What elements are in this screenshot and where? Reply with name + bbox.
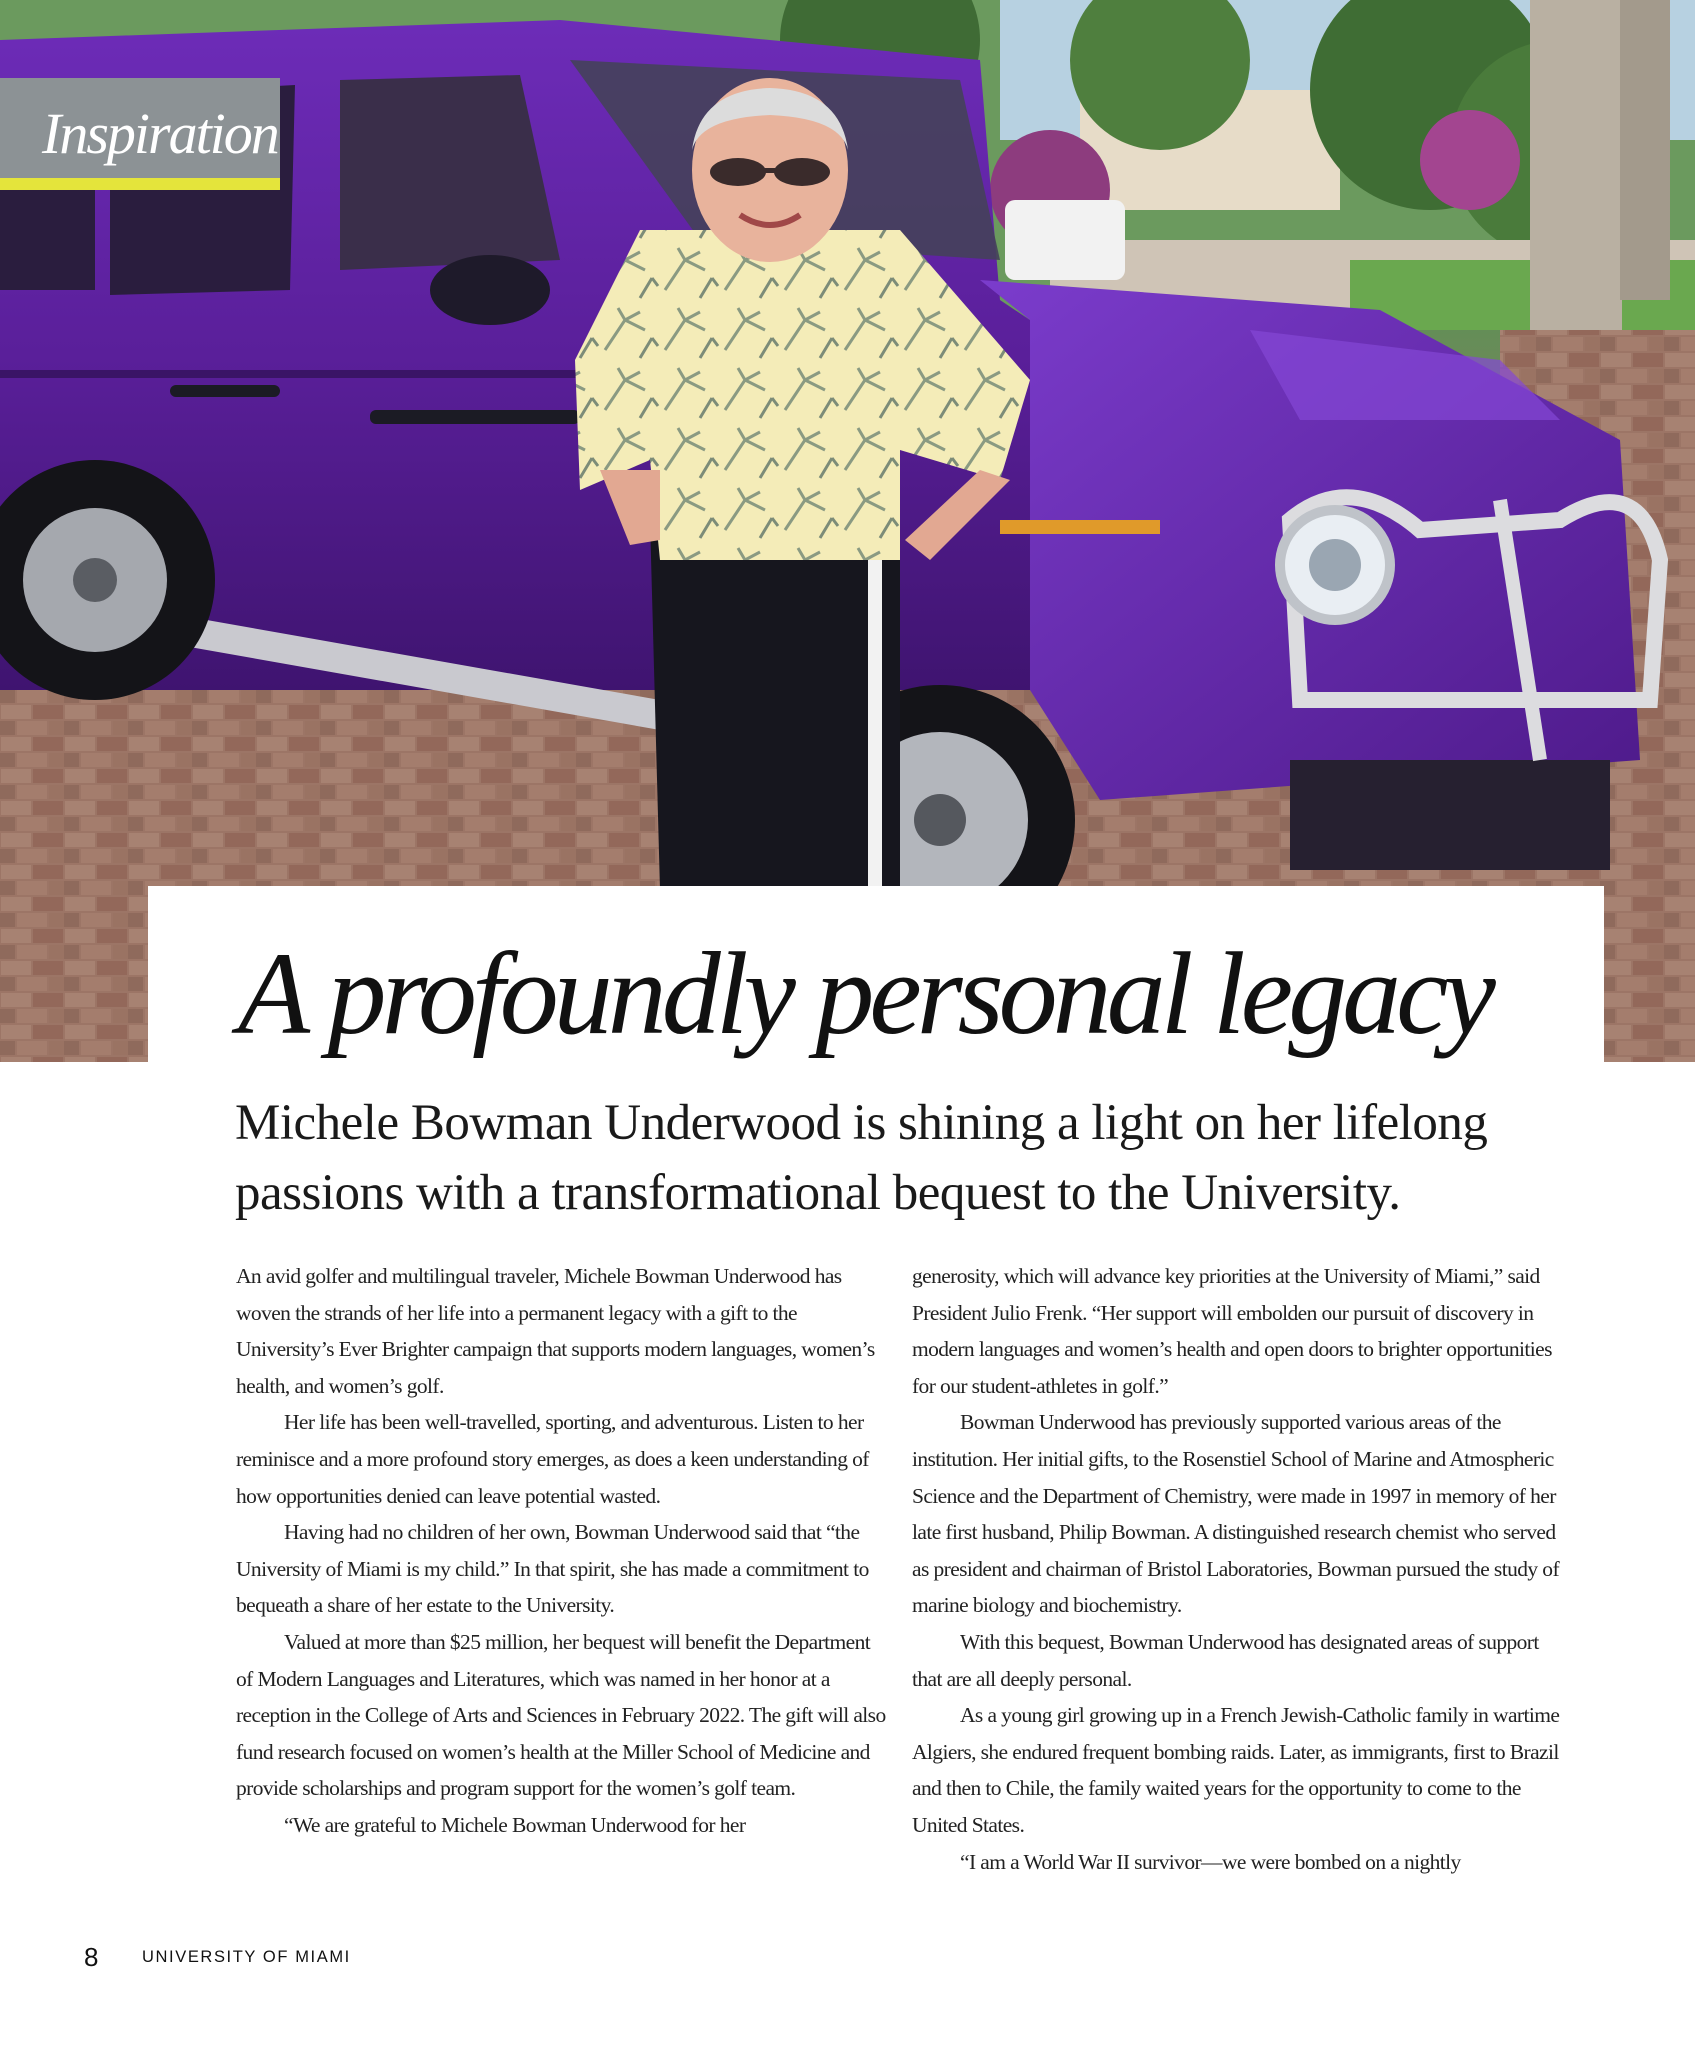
body-paragraph: As a young girl growing up in a French Jewish-Catholic family in wartime Algiers, she endured frequent bombing raids. Later, as immigrants, first to Brazil and then to Chile, the family waited years for the opportunity to come to the United States.: [912, 1703, 1560, 1837]
body-column-right: [912, 1258, 1562, 1880]
body-paragraph: Her life has been well-travelled, sporting, and adventurous. Listen to her reminisce and a more profound story emerges, as does a keen understanding of how opportunities denied can leave potential wasted.: [236, 1410, 869, 1508]
body-paragraph: “I am a World War II survivor—we were bombed on a nightly: [960, 1849, 1461, 1874]
body-paragraph: “We are grateful to Michele Bowman Underwood for her: [284, 1812, 746, 1837]
body-paragraph: With this bequest, Bowman Underwood has designated areas of support that are all deeply personal.: [912, 1629, 1539, 1691]
section-tag: [0, 78, 280, 190]
body-paragraph: Having had no children of her own, Bowman Underwood said that “the University of Miami is my child.” In that spirit, she has made a commitment to bequeath a share of her estate to the University.: [236, 1520, 869, 1618]
article-headline: A profoundly personal legacy: [238, 928, 1491, 1059]
article-subheadline: Michele Bowman Underwood is shining a light on her lifelong passions with a transformational bequest to the University.: [235, 1095, 1488, 1221]
body-paragraph: Valued at more than $25 million, her bequest will benefit the Department of Modern Languages and Literatures, which was named in her honor at a reception in the College of Arts and Sciences in February 2022. The gift will also fund research focused on women’s health at the Miller School of Medicine and provide scholarships and program support for the women’s golf team.: [236, 1629, 886, 1801]
body-paragraph: generosity, which will advance key priorities at the University of Miami,” said President Julio Frenk. “Her support will embolden our pursuit of discovery in modern languages and women’s health and open doors to brighter opportunities for our student-athletes in golf.”: [912, 1264, 1552, 1398]
section-tag-label: Inspiration: [42, 101, 278, 166]
body-column-left: [236, 1258, 886, 1844]
publication-name: UNIVERSITY OF MIAMI: [142, 1948, 351, 1966]
body-paragraph: Bowman Underwood has previously supported various areas of the institution. Her initial gifts, to the Rosenstiel School of Marine and Atmospheric Science and the Department of Chemistry, were made in 1997 in memory of her late first husband, Philip Bowman. A distinguished research chemist who served as president and chairman of Bristol Laboratories, Bowman pursued the study of marine biology and biochemistry.: [912, 1410, 1560, 1618]
body-paragraph: An avid golfer and multilingual traveler, Michele Bowman Underwood has woven the strands of her life into a permanent legacy with a gift to the University’s Ever Brighter campaign that supports modern languages, women’s health, and women’s golf.: [236, 1264, 875, 1398]
page-number: 8: [84, 1942, 99, 1972]
